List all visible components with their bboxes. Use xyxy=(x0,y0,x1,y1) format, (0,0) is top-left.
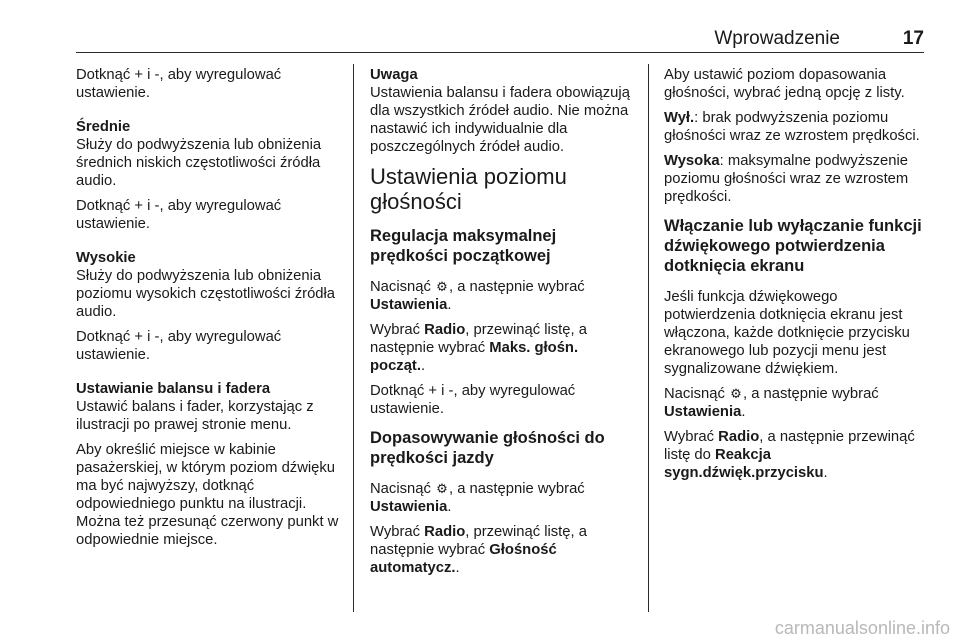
paragraph: Dotknąć + i -, aby wyregulować ustawienie. xyxy=(76,198,282,232)
column-1 xyxy=(76,66,346,556)
subsection-heading: Regulacja maksymalnej prędkości początkowej xyxy=(370,227,557,265)
paragraph: Nacisnąć ⚙, a następnie wybrać Ustawienia. xyxy=(370,481,585,515)
watermark: carmanualsonline.info xyxy=(774,618,950,638)
paragraph: Nacisnąć ⚙, a następnie wybrać Ustawienia. xyxy=(664,386,879,420)
paragraph: Dotknąć + i -, aby wyregulować ustawienie. xyxy=(76,329,282,363)
paragraph: Dotknąć + i -, aby wyregulować ustawienie. xyxy=(76,67,282,101)
column-divider-2 xyxy=(648,64,649,612)
paragraph: Wybrać Radio, przewinąć listę, a następnie wybrać Głośność automatycz.. xyxy=(370,524,587,576)
column-divider-1 xyxy=(353,64,354,612)
subsection-heading: Włączanie lub wyłączanie funkcji dźwiękowego potwierdzenia dotknięcia ekranu xyxy=(664,217,922,275)
paragraph: Wył.: brak podwyższenia poziomu głośności wraz ze wzrostem prędkości. xyxy=(664,110,920,144)
paragraph: Służy do podwyższenia lub obniżenia poziomu wysokich częstotliwości źródła audio. xyxy=(76,268,336,320)
paragraph: Wysoka: maksymalne podwyższenie poziomu głośności wraz ze wzrostem prędkości. xyxy=(664,153,909,205)
paragraph: Jeśli funkcja dźwiękowego potwierdzenia dotknięcia ekranu jest włączona, każde dotknięcie przycisku ekranowego lub pozycji menu jest sygnalizowane dźwiękiem. xyxy=(664,289,910,377)
note-title: Uwaga xyxy=(370,67,418,83)
header-rule xyxy=(76,52,924,53)
settings-gear-icon: ⚙ xyxy=(436,481,448,496)
paragraph: Aby ustawić poziom dopasowania głośności, wybrać jedną opcję z listy. xyxy=(664,67,905,101)
settings-gear-icon: ⚙ xyxy=(436,279,448,294)
page-title: Wprowadzenie xyxy=(714,28,840,49)
note-text: Ustawienia balansu i fadera obowiązują dla wszystkich źródeł audio. Nie można nastawić ich indywidualnie dla poszczególnych źródeł audio. xyxy=(370,85,630,155)
paragraph: Nacisnąć ⚙, a następnie wybrać Ustawienia. xyxy=(370,279,585,313)
subsection-heading: Dopasowywanie głośności do prędkości jazdy xyxy=(370,429,605,467)
section-heading: Ustawienia poziomu głośności xyxy=(370,164,567,214)
subheading-balans: Ustawianie balansu i fadera xyxy=(76,381,271,397)
paragraph: Służy do podwyższenia lub obniżenia średnich niskich częstotliwości źródła audio. xyxy=(76,137,322,189)
column-2 xyxy=(370,66,632,584)
subheading-srednie: Średnie xyxy=(76,119,131,135)
paragraph: Aby określić miejsce w kabinie pasażerskiej, w którym poziom dźwięku ma być najwyższy, dotknąć odpowiedniego punktu na ilustracji. Można też przesunąć czerwony punkt w odpowiednie miejsce. xyxy=(76,442,339,548)
page-header xyxy=(76,28,924,50)
paragraph: Ustawić balans i fader, korzystając z ilustracji po prawej stronie menu. xyxy=(76,399,314,433)
subheading-wysokie: Wysokie xyxy=(76,250,136,266)
paragraph: Wybrać Radio, a następnie przewinąć listę do Reakcja sygn.dźwięk.przycisku. xyxy=(664,429,915,481)
paragraph: Wybrać Radio, przewinąć listę, a następnie wybrać Maks. głośn. począt.. xyxy=(370,322,587,374)
paragraph: Dotknąć + i -, aby wyregulować ustawienie. xyxy=(370,383,576,417)
settings-gear-icon: ⚙ xyxy=(730,386,742,401)
page-number: 17 xyxy=(902,28,924,49)
column-3 xyxy=(664,66,929,489)
